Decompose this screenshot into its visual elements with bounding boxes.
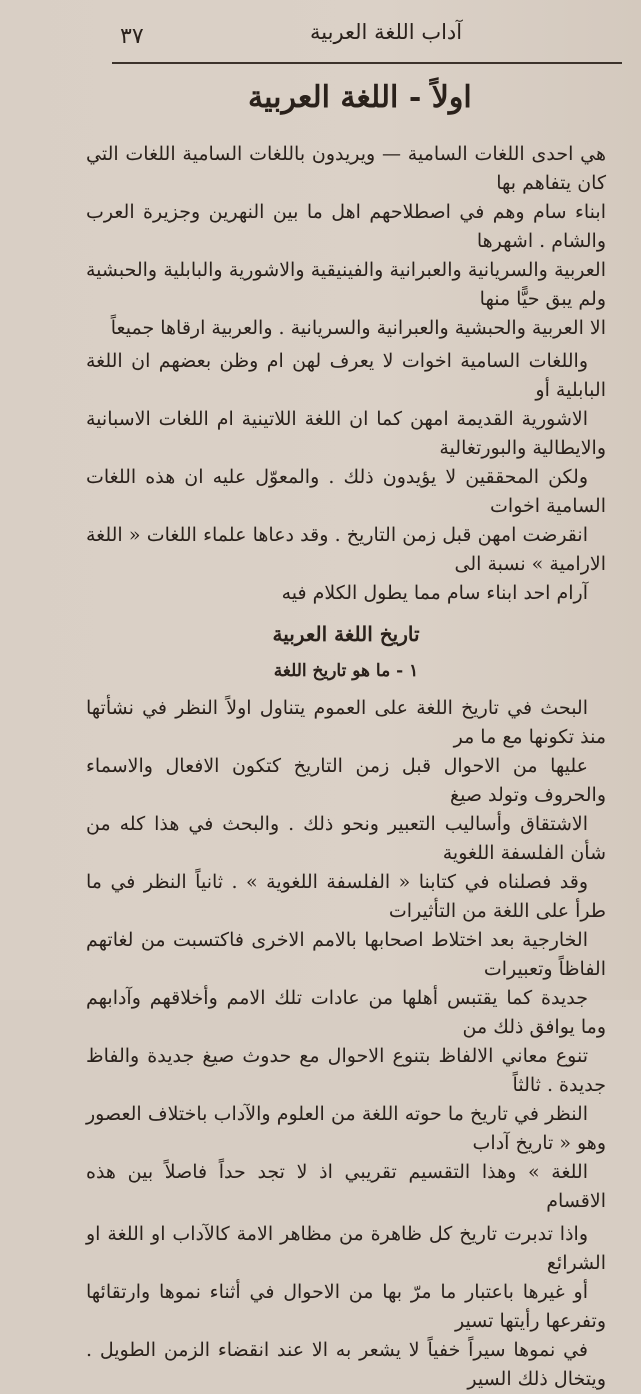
text-line: عليها من الاحوال قبل زمن التاريخ كتكون الافعال والاسماء والحروف وتولد صيغ <box>86 755 606 806</box>
chapter-title: اولاً - اللغة العربية <box>248 80 472 115</box>
subsection-heading: ١ - ما هو تاريخ اللغة <box>273 661 419 681</box>
section-heading: تاريخ اللغة العربية <box>272 622 420 646</box>
text-line: البحث في تاريخ اللغة على العموم يتناول اولاً النظر في نشأتها منذ تكونها مع ما مر <box>86 697 606 748</box>
text-line: وقد فصلناه في كتابنا « الفلسفة اللغوية » . ثانياً النظر في ما طرأ على اللغة من التأثيرات <box>86 871 606 922</box>
text-line: آرام احد ابناء سام مما يطول الكلام فيه <box>281 582 588 604</box>
text-line: النظر في تاريخ ما حوته اللغة من العلوم والآداب باختلاف العصور وهو « تاريخ آداب <box>86 1103 606 1154</box>
body-text <box>86 140 606 1394</box>
text-line: اللغة » وهذا التقسيم تقريبي اذ لا تجد حداً فاصلاً بين هذه الاقسام <box>86 1161 606 1212</box>
text-line: هي احدى اللغات السامية — ويريدون باللغات السامية اللغات التي كان يتفاهم بها <box>86 143 606 194</box>
intro-paragraph <box>86 140 606 343</box>
text-line: جديدة كما يقتبس أهلها من عادات تلك الامم وأخلاقهم وآدابهم وما يوافق ذلك من <box>86 987 606 1038</box>
text-line: الا العربية والحبشية والعبرانية والسريانية . والعربية ارقاها جميعاً <box>110 317 606 339</box>
page-number: ٣٧ <box>120 24 144 49</box>
header-rule <box>112 62 622 64</box>
text-line: العربية والسريانية والعبرانية والفينيقية والاشورية والبابلية والحبشية ولم يبق حيًّا منها <box>86 259 606 310</box>
text-line: الخارجية بعد اختلاط اصحابها بالامم الاخرى فاكتسبت من لغاتهم الفاظاً وتعبيرات <box>86 929 606 980</box>
text-line: أو غيرها باعتبار ما مرّ بها من الاحوال في أثناء نموها وارتقائها وتفرعها رأيتها تسير <box>86 1281 606 1332</box>
second-paragraph <box>86 347 606 608</box>
text-line: ابناء سام وهم في اصطلاحهم اهل ما بين النهرين وجزيرة العرب والشام . اشهرها <box>86 201 606 252</box>
running-title: آداب اللغة العربية <box>310 20 463 44</box>
text-line: ولكن المحققين لا يؤيدون ذلك . والمعوّل عليه ان هذه اللغات السامية اخوات <box>86 466 606 517</box>
text-line: واذا تدبرت تاريخ كل ظاهرة من مظاهر الامة كالآداب او اللغة او الشرائع <box>86 1223 606 1274</box>
third-paragraph <box>86 694 606 1216</box>
text-line: في نموها سيراً خفياً لا يشعر به الا عند انقضاء الزمن الطويل . ويتخال ذلك السير <box>86 1339 606 1390</box>
text-line: تنوع معاني الالفاظ بتنوع الاحوال مع حدوث صيغ جديدة والفاظ جديدة . ثالثاً <box>86 1045 606 1096</box>
text-line: واللغات السامية اخوات لا يعرف لهن ام وظن بعضهم ان اللغة البابلية أو <box>86 350 606 401</box>
text-line: الاشتقاق وأساليب التعبير ونحو ذلك . والبحث في هذا كله من شأن الفلسفة اللغوية <box>86 813 606 864</box>
fourth-paragraph <box>86 1220 606 1394</box>
running-head <box>120 18 531 62</box>
text-line: انقرضت امهن قبل زمن التاريخ . وقد دعاها علماء اللغات « اللغة الارامية » نسبة الى <box>86 524 606 575</box>
text-line: الاشورية القديمة امهن كما ان اللغة اللاتينية ام اللغات الاسبانية والايطالية والبورتغالية <box>86 408 606 459</box>
